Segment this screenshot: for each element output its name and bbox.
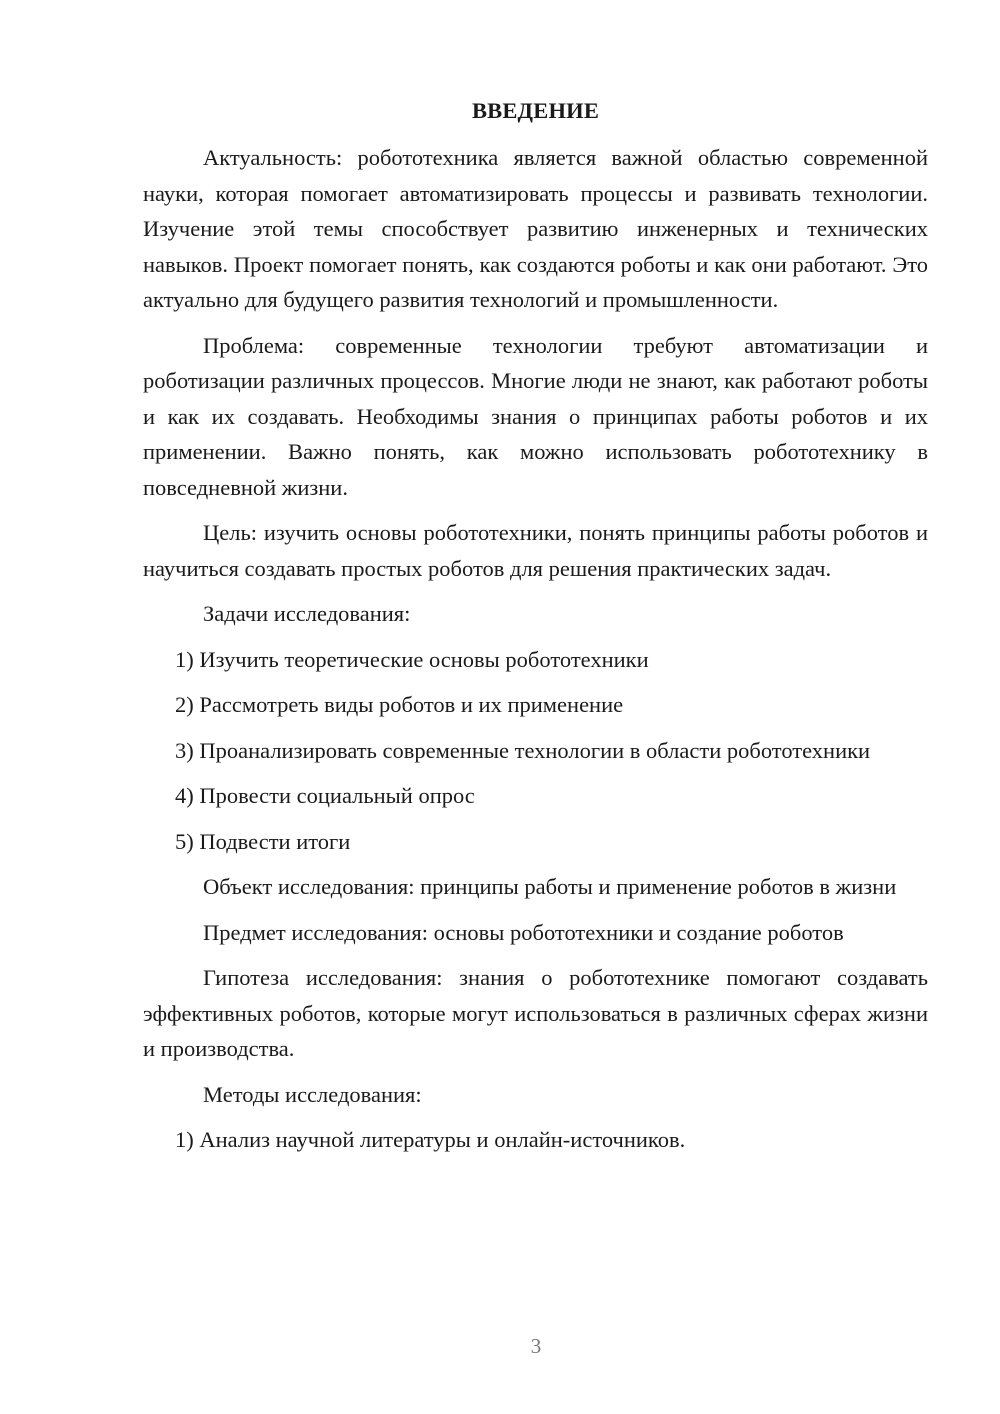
page-number: 3 [530,1334,542,1358]
subject-paragraph: Предмет исследования: основы робототехники и создание роботов [203,919,844,945]
task-item: 3) Проанализировать современные технологии в области робототехники [175,737,871,763]
problem-paragraph: Проблема: современные технологии требуют автоматизации и роботизации различных процессов. Многие люди не знают, как работают роботы и как их создавать. Необходимы знания о принципах работы роботов и их применении. Важно понять, как можно использовать робототехнику в повседневной жизни. [143,332,928,500]
hypothesis-paragraph: Гипотеза исследования: знания о робототехнике помогают создавать эффективных роботов, которые могут использоваться в различных сферах жизни и производства. [143,965,928,1061]
task-item: 1) Изучить теоретические основы робототехники [175,646,649,672]
task-item: 4) Провести социальный опрос [175,783,475,808]
methods-heading: Методы исследования: [203,1081,422,1107]
method-item: 1) Анализ научной литературы и онлайн-источников. [175,1127,686,1152]
document-page [143,96,928,1168]
task-item: 5) Подвести итоги [175,828,351,854]
tasks-heading: Задачи исследования: [203,601,411,626]
relevance-paragraph: Актуальность: робототехника является важной областью современной науки, которая помогает автоматизировать процессы и развивать технологии. Изучение этой темы способствует развитию инженерных и технических навыков. Проект помогает понять, как создаются роботы и как они работают. Это актуально для будущего развития технологий и промышленности. [143,145,928,312]
page-title: ВВЕДЕНИЕ [471,98,600,123]
goal-paragraph: Цель: изучить основы робототехники, понять принципы работы роботов и научиться создавать простых роботов для решения практических задач. [143,520,928,581]
task-item: 2) Рассмотреть виды роботов и их применение [175,692,624,717]
object-paragraph: Объект исследования: принципы работы и применение роботов в жизни [203,874,897,899]
